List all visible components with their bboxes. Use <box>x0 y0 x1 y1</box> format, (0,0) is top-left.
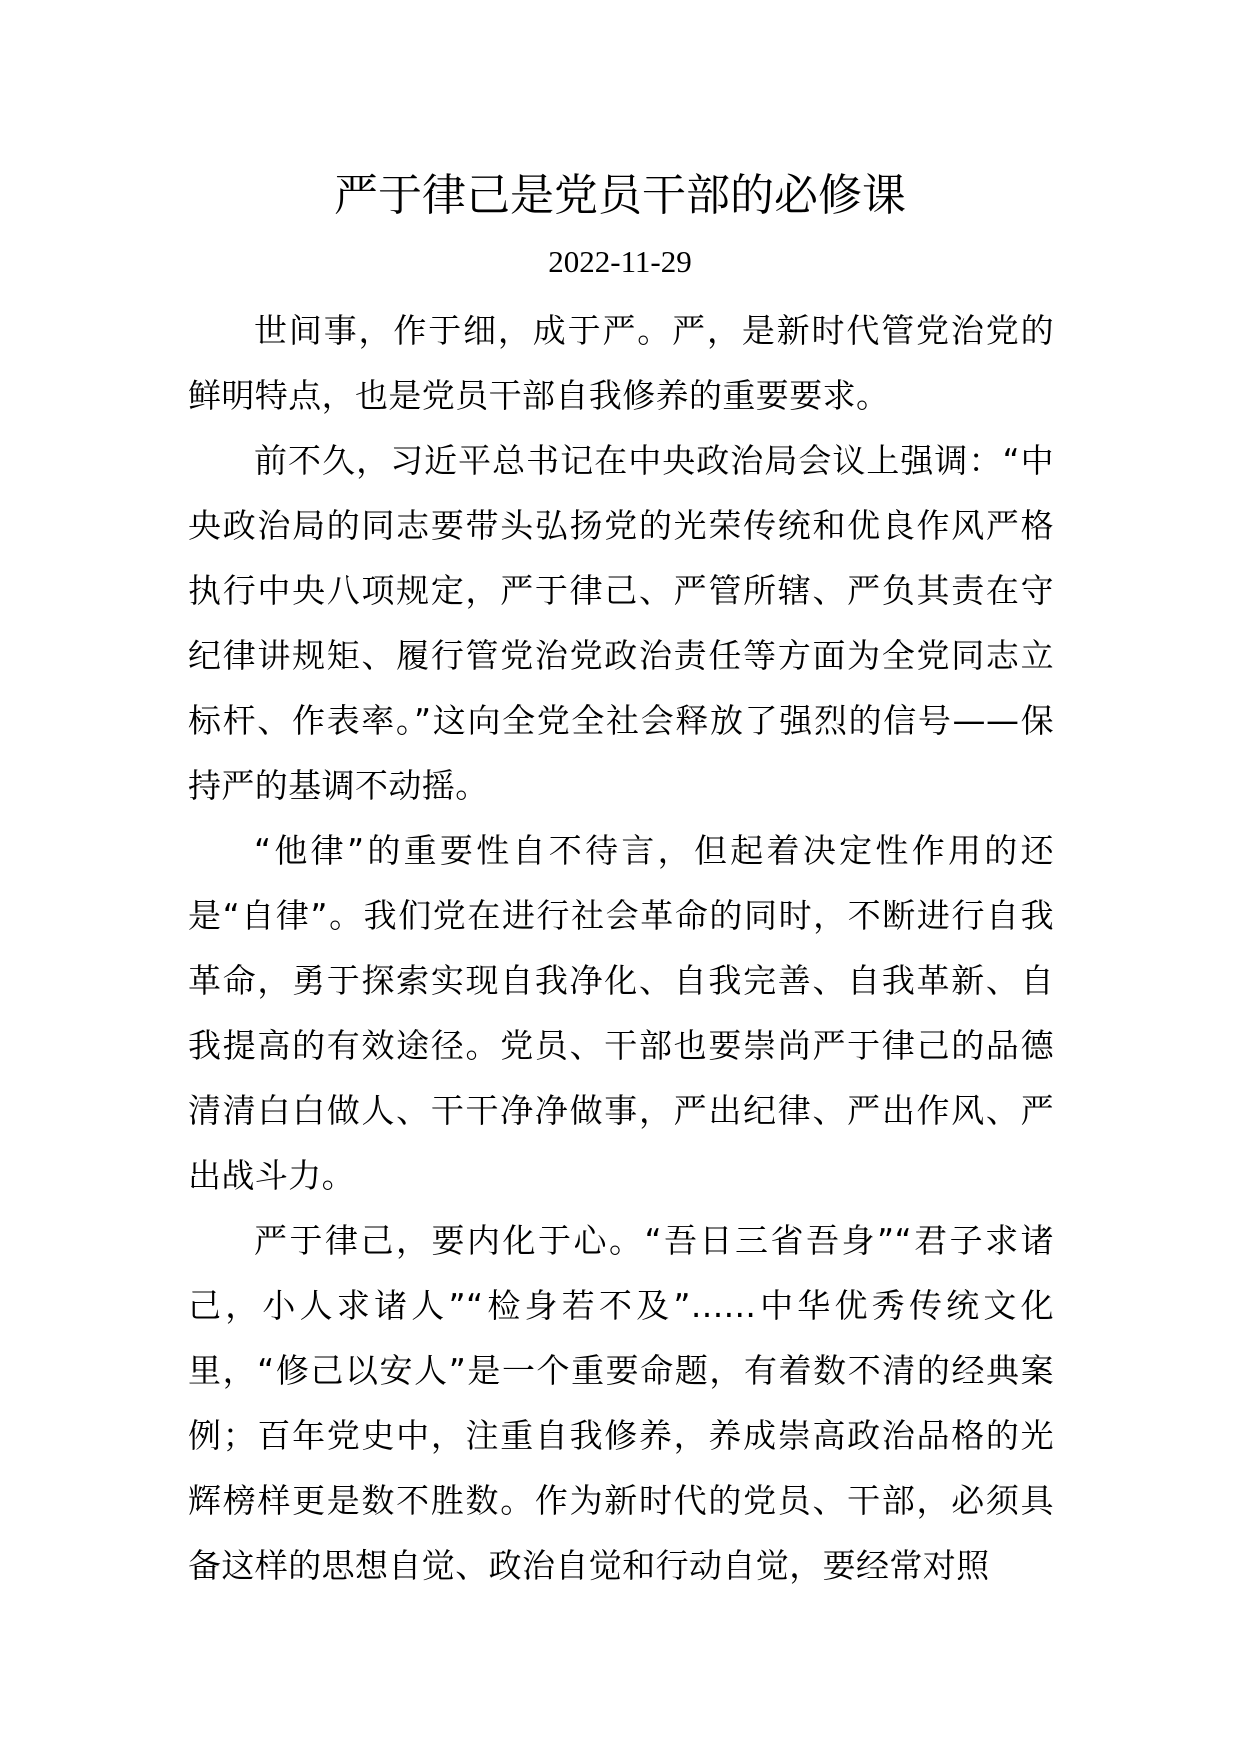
paragraph: 世间事，作于细，成于严。严，是新时代管党治党的鲜明特点，也是党员干部自我修养的重要要求。 <box>188 311 1054 415</box>
paragraph: “他律”的重要性自不待言，但起着决定性作用的还是“自律”。我们党在进行社会革命的同时，不断进行自我革命，勇于探索实现自我净化、自我完善、自我革新、自我提高的有效途径。党员、干部也要崇尚严于律己的品德清清白白做人、干干净净做事，严出纪律、严出作风、严出战斗力。 <box>188 831 1054 1195</box>
document-date: 2022-11-29 <box>548 244 692 279</box>
paragraph: 严于律己，要内化于心。“吾日三省吾身”“君子求诸己，小人求诸人”“检身若不及”......中华优秀传统文化里，“修己以安人”是一个重要命题，有着数不清的经典案例；百年党史中，注重自我修养，养成崇高政治品格的光辉榜样更是数不胜数。作为新时代的党员、干部，必须具备这样的思想自觉、政治自觉和行动自觉，要经常对照 <box>188 1221 1054 1585</box>
paragraph: 前不久，习近平总书记在中央政治局会议上强调：“中央政治局的同志要带头弘扬党的光荣传统和优良作风严格执行中央八项规定，严于律己、严管所辖、严负其责在守纪律讲规矩、履行管党治党政治责任等方面为全党同志立标杆、作表率。”这向全党全社会释放了强烈的信号——保持严的基调不动摇。 <box>188 441 1054 805</box>
document-body <box>188 298 1054 1598</box>
document-title: 严于律己是党员干部的必修课 <box>334 170 906 221</box>
